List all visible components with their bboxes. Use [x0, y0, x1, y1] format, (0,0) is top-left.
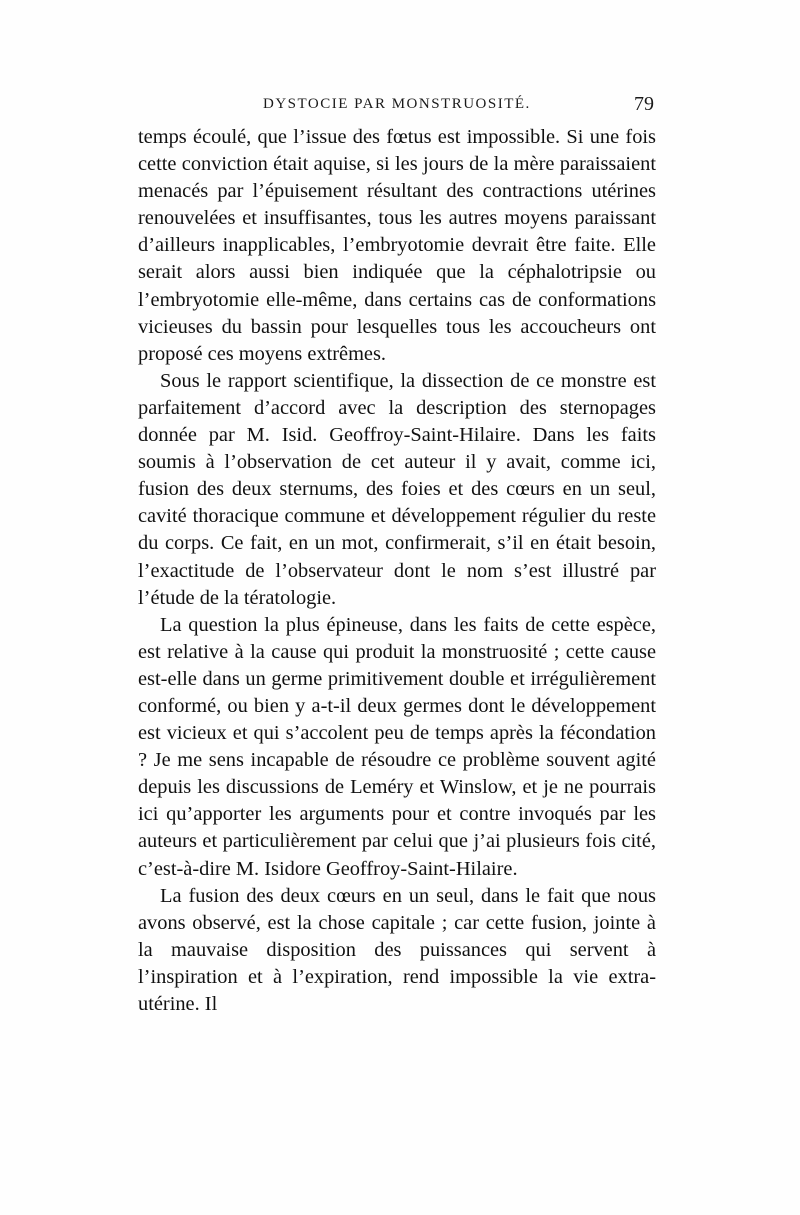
page-header [138, 93, 658, 120]
paragraph-continued: temps écoulé, que l’issue des fœtus est impossible. Si une fois cette conviction était aquise, si les jours de la mère paraissaient menacés par l’épuisement résultant des contractions utérines renouvelées et insuffisantes, tous les autres moyens paraissant d’ailleurs inapplicables, l’embryotomie devrait être faite. Elle serait alors aussi bien indiquée que la céphalotripsie ou l’embryotomie elle-même, dans certains cas de conformations vicieuses du bassin pour lesquelles tous les accoucheurs ont proposé ces moyens extrêmes. [138, 126, 656, 365]
paragraph: La question la plus épineuse, dans les faits de cette espèce, est relative à la cause qui produit la monstruosité ; cette cause est-elle dans un germe primitivement double et irrégulièrement conformé, ou bien y a-t-il deux germes dont le développement est vicieux et qui s’accolent peu de temps après la fécondation ? Je me sens incapable de résoudre ce problème souvent agité depuis les discussions de Leméry et Winslow, et je ne pourrais ici qu’apporter les arguments pour et contre invoqués par les auteurs et particulièrement par celui que j’ai plusieurs fois cité, c’est-à-dire M. Isidore Geoffroy-Saint-Hilaire. [138, 613, 656, 880]
running-title: DYSTOCIE PAR MONSTRUOSITÉ. [263, 96, 531, 112]
page-number: 79 [634, 93, 654, 115]
paragraph: La fusion des deux cœurs en un seul, dans le fait que nous avons observé, est la chose capitale ; car cette fusion, jointe à la mauvaise disposition des puissances qui servent à l’inspiration et à l’expiration, rend impossible la vie extra-utérine. Il [138, 884, 656, 1015]
body-text [138, 124, 656, 1018]
paragraph: Sous le rapport scientifique, la dissection de ce monstre est parfaitement d’accord avec la description des sternopages donnée par M. Isid. Geoffroy-Saint-Hilaire. Dans les faits soumis à l’observation de cet auteur il y avait, comme ici, fusion des deux sternums, des foies et des cœurs en un seul, cavité thoracique commune et développement régulier du reste du corps. Ce fait, en un mot, confirmerait, s’il en était besoin, l’exactitude de l’observateur dont le nom s’est illustré par l’étude de la tératologie. [138, 369, 656, 609]
